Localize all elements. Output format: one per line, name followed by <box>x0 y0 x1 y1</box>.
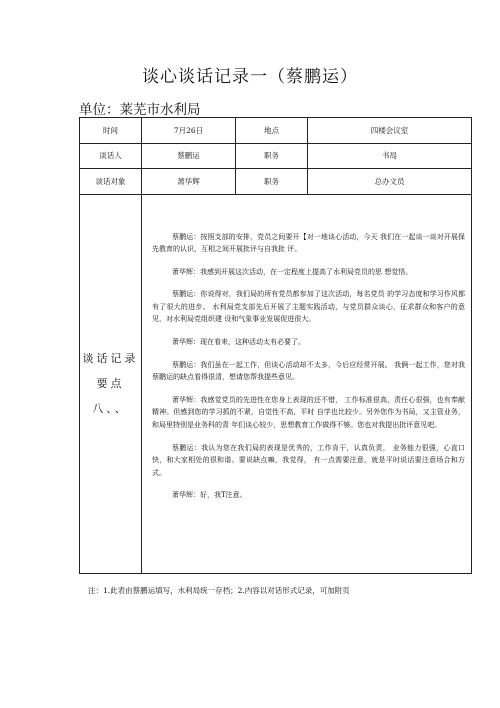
record-paragraph: 蔡鹏运：我们虽在一起工作，但谈心活动却不太多，今后应经常开展。 我俩一起工作，您对我蔡鹏运的缺点看得很清，想请您帮我提些意见。 <box>152 360 465 382</box>
interviewer-label: 谈话人 <box>80 143 142 169</box>
interviewee-position-label: 职务 <box>236 169 308 195</box>
record-paragraph: 蔡鹏运：你说得对，我们局的所有党员都参加了这次活动，每名党员 的学习态度和学习作风都有了很大的进步。 水利局党支部先后开展了主题实践活动，与党员群众谈心，征求群众和客户的意见，对水利局党组织建 设和气象事业发展促进很大。 <box>152 290 465 324</box>
record-paragraph: 萧华辉：现在看来，这种活动太有必要了。 <box>172 338 305 347</box>
interviewer-position-value: 书局 <box>308 143 472 169</box>
place-label: 地点 <box>236 118 308 144</box>
record-paragraph: 蔡鹏运：按照支部的安排，党员之间要开【对一地谈心活动，今天 我们在一起谈一谈对开展保先教育的认识，互相之间开展批评与自我批 评。 <box>152 232 465 254</box>
record-label: 谈话记录要点八、、 <box>80 194 142 574</box>
footnote: 注：1.此表由蔡鹏运填写，水利局统一存档；2.内容以对话形式记录，可加附页 <box>88 586 350 595</box>
record-paragraph: 萧华辉：我感到开展这次活动，在一定程度上提高了水利局党员的思 想觉悟。 <box>172 267 413 276</box>
page-title: 谈心谈话记录一（蔡鹏运） <box>142 67 358 87</box>
time-label: 时间 <box>80 118 142 144</box>
interviewer-value: 蔡鹏运 <box>142 143 236 169</box>
record-row <box>80 194 472 574</box>
unit-label: 单位：莱芜市水利局 <box>79 102 201 118</box>
record-paragraph: 萧华辉：好，我T注意。 <box>172 491 247 500</box>
table-row <box>80 118 472 144</box>
table-row <box>80 169 472 195</box>
place-value: 四楼会议室 <box>308 118 472 144</box>
interviewee-value: 萧华辉 <box>142 169 236 195</box>
record-table <box>79 117 472 574</box>
record-body <box>142 194 472 574</box>
record-paragraph: 萧华辉：我感觉党员的先进性在您身上表现的还不错， 工作标准很高，责任心很强，也有奉献精神。但感到您的学习抓的不紧，自觉性不高，平时 自学也比较少。另外您作为书局，又主管业务，和局里特别是业务科的青 年们谈心较少，思想教育工作做得不够。您也对我提出批评意见吧。 <box>152 395 465 430</box>
table-row <box>80 143 472 169</box>
interviewee-position-value: 总办文员 <box>308 169 472 195</box>
interviewer-position-label: 职务 <box>236 143 308 169</box>
interviewee-label: 谈话对象 <box>80 169 142 195</box>
time-value: 7月26日 <box>142 118 236 144</box>
record-paragraph: 蔡鹏运：我认为您在我们局的表现是优秀的，工作肯干，认真负责， 业务能力很强，心直口快，和大家相处的很和谐。要说缺点嘛，我觉得， 有一点需要注意，就是平时说话要注意场合和方式。 <box>152 443 465 477</box>
